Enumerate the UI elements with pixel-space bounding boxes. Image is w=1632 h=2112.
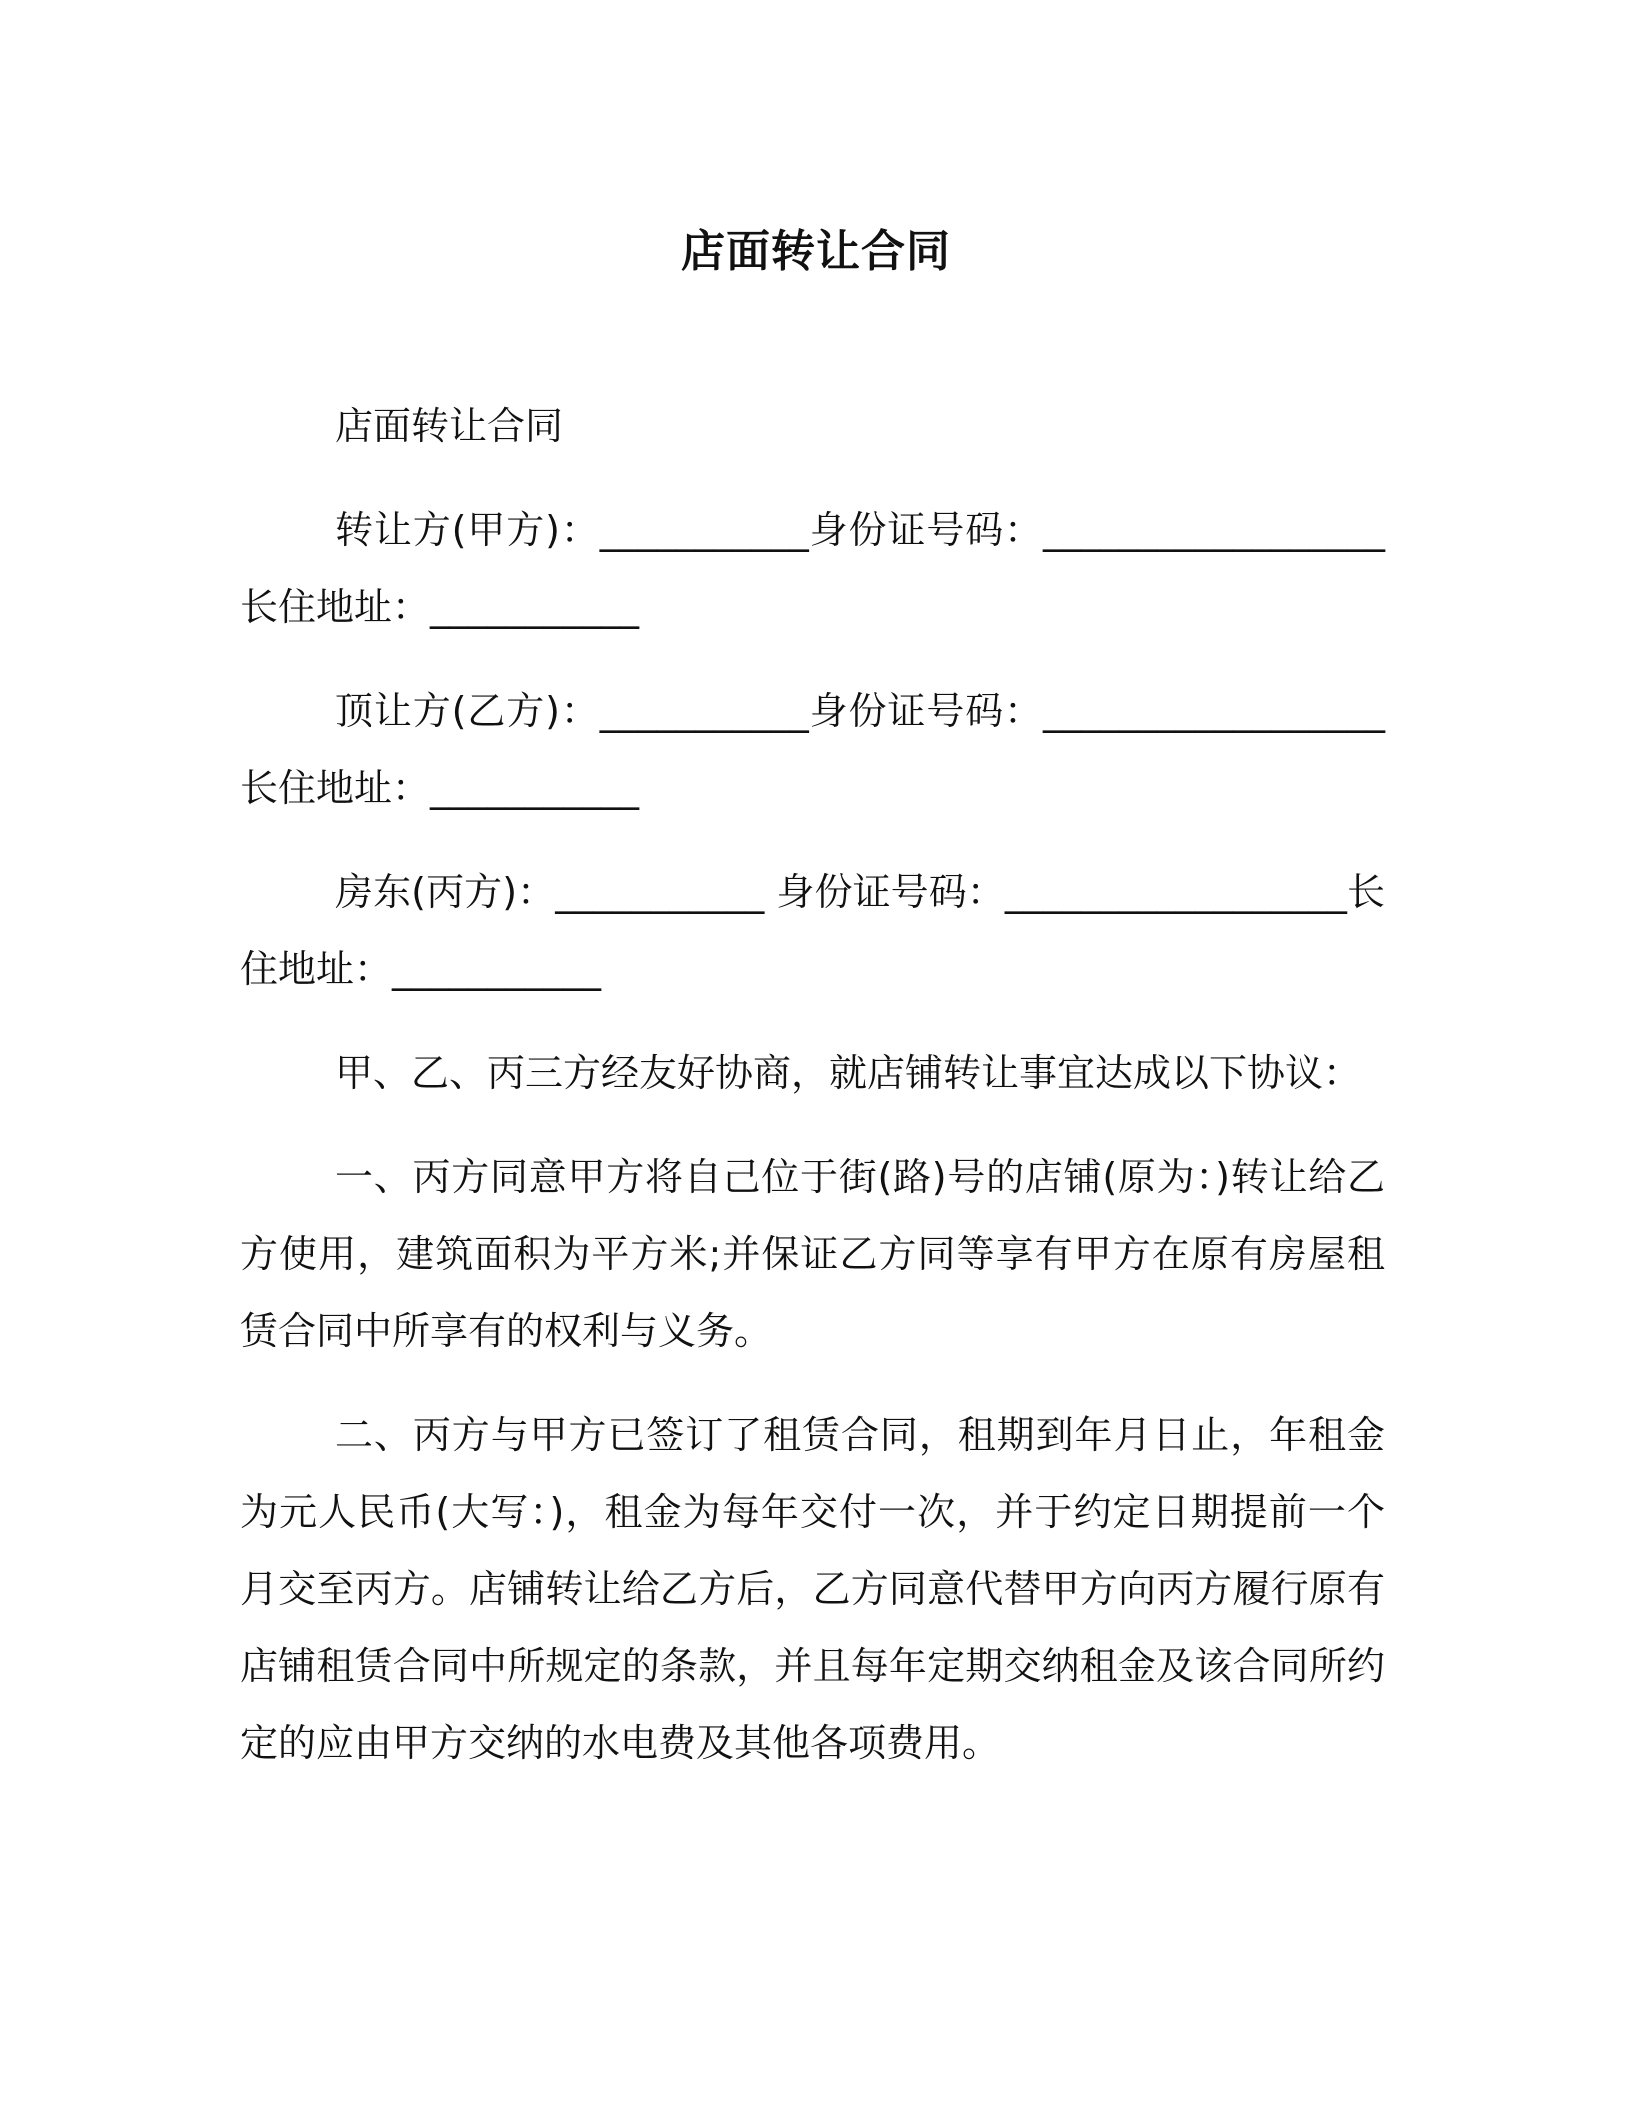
party-c-paragraph: 房东(丙方)：___________ 身份证号码：__________________长住地址：___________ xyxy=(240,870,1385,991)
party-a-paragraph: 转让方(甲方)：___________身份证号码：__________________长住地址：___________ xyxy=(240,508,1385,629)
subtitle-paragraph: 店面转让合同 xyxy=(335,404,564,448)
clause-2-paragraph: 二、丙方与甲方已签订了租赁合同，租期到年月日止，年租金为元人民币(大写：)，租金为每年交付一次，并于约定日期提前一个月交至丙方。店铺转让给乙方后，乙方同意代替甲方向丙方履行原有店铺租赁合同中所规定的条款，并且每年定期交纳租金及该合同所约定的应由甲方交纳的水电费及其他各项费用。 xyxy=(240,1413,1385,1765)
document-title: 店面转让合同 xyxy=(681,226,951,277)
clause-1-paragraph: 一、丙方同意甲方将自己位于街(路)号的店铺(原为：)转让给乙方使用，建筑面积为平方米;并保证乙方同等享有甲方在原有房屋租赁合同中所享有的权利与义务。 xyxy=(240,1155,1385,1353)
document-body xyxy=(240,388,1385,1809)
party-b-paragraph: 顶让方(乙方)：___________身份证号码：__________________长住地址：___________ xyxy=(240,689,1385,810)
agreement-intro-paragraph: 甲、乙、丙三方经友好协商，就店铺转让事宜达成以下协议： xyxy=(335,1051,1362,1095)
